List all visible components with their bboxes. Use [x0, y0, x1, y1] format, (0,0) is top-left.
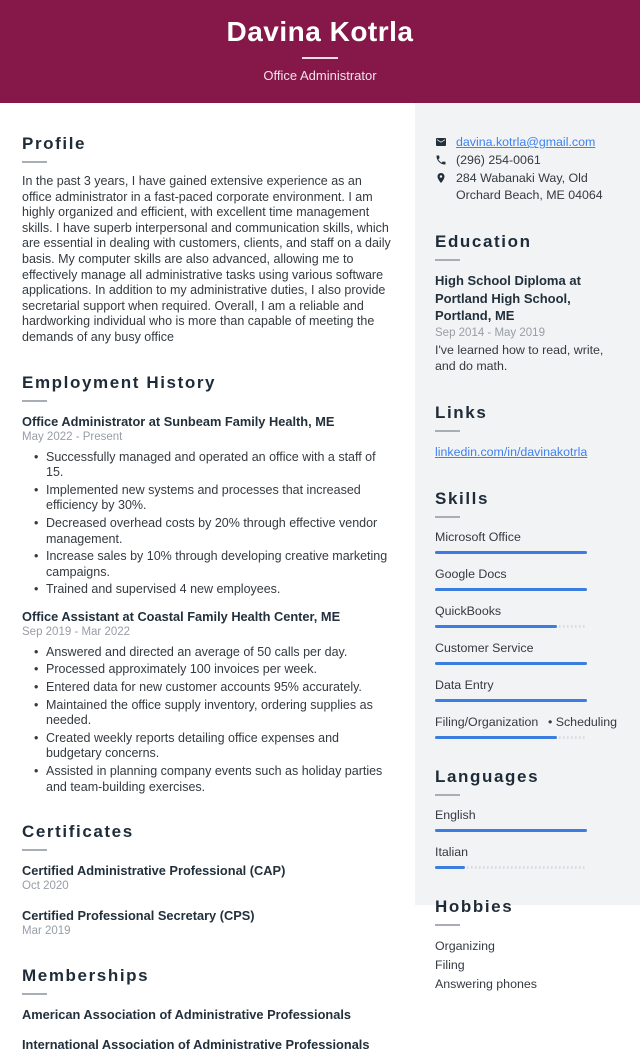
membership-entry: International Association of Administrative Professionals — [22, 1037, 370, 1053]
job-entry — [22, 413, 393, 598]
skill-row — [435, 640, 620, 665]
job-bullet: • Trained and supervised 4 new employees. — [32, 582, 393, 598]
languages-heading: Languages — [435, 766, 540, 786]
skill-bar-fill — [435, 699, 587, 702]
location-pin-icon — [435, 172, 447, 184]
skill-bar-track — [435, 736, 587, 739]
linkedin-link[interactable]: linkedin.com/in/davinakotrla — [435, 444, 588, 459]
memberships-section — [22, 965, 393, 1053]
job-bullet: • Successfully managed and operated an office with a staff of 15. — [32, 450, 393, 481]
link-list — [435, 443, 620, 461]
links-section — [435, 402, 620, 461]
certificate-title: Certified Administrative Professional (CAP) — [22, 863, 286, 879]
skill-bar-track — [435, 588, 587, 591]
sidebar-column — [415, 103, 640, 991]
hobby-entry: Answering phones — [435, 976, 537, 991]
phone-icon — [435, 154, 447, 166]
hobby-entry: Organizing — [435, 938, 495, 953]
hobbies-heading: Hobbies — [435, 896, 514, 916]
job-bullet: • Increase sales by 10% through developing creative marketing campaigns. — [32, 549, 393, 580]
education-section — [435, 231, 620, 375]
section-rule — [435, 259, 460, 261]
skill-row — [435, 714, 620, 739]
section-rule — [435, 794, 460, 796]
certificates-heading: Certificates — [22, 822, 134, 842]
skill-bar-track — [435, 699, 587, 702]
section-rule — [22, 400, 47, 402]
job-bullet: • Processed approximately 100 invoices per week. — [32, 662, 393, 678]
job-role-subtitle: Office Administrator — [263, 68, 377, 83]
language-label: Italian — [435, 844, 469, 859]
links-heading: Links — [435, 402, 488, 422]
job-bullet: • Assisted in planning company events such as holiday parties and team-building exercises. — [32, 764, 393, 795]
skill-row — [435, 529, 620, 554]
skill-label: Microsoft Office — [435, 529, 521, 544]
profile-heading: Profile — [22, 134, 87, 153]
education-description: I've learned how to read, write, and do math. — [435, 342, 604, 373]
skill-label: Filing/Organization • Scheduling — [435, 714, 618, 729]
contact-address-row — [435, 170, 620, 204]
education-degree: High School Diploma at Portland High School, Portland, ME — [435, 273, 581, 323]
employment-heading: Employment History — [22, 372, 217, 392]
section-rule — [435, 924, 460, 926]
skill-label: Customer Service — [435, 640, 534, 655]
certificate-entry — [22, 862, 393, 894]
skill-bar-fill — [435, 736, 557, 739]
link-row — [435, 443, 620, 461]
job-title: Office Assistant at Coastal Family Health Center, ME — [22, 608, 341, 624]
job-bullet: • Maintained the office supply inventory, ordering supplies as needed. — [32, 698, 393, 729]
section-rule — [22, 993, 47, 995]
job-bullet: • Created weekly reports detailing office expenses and budgetary concerns. — [32, 731, 393, 762]
hobby-list — [435, 937, 620, 994]
email-link[interactable]: davina.kotrla@gmail.com — [456, 135, 596, 149]
job-bullet: • Answered and directed an average of 50 calls per day. — [32, 645, 393, 661]
header-divider — [302, 57, 338, 59]
certificate-list — [22, 862, 393, 939]
employment-section — [22, 372, 393, 796]
job-bullet-list — [32, 450, 393, 598]
address-text: 284 Wabanaki Way, Old Orchard Beach, ME 04064 — [456, 171, 603, 202]
content-columns — [0, 103, 640, 1053]
section-rule — [22, 849, 47, 851]
certificate-date: Oct 2020 — [22, 880, 69, 893]
contact-block — [435, 134, 620, 204]
skill-label: Data Entry — [435, 677, 494, 692]
job-list — [22, 413, 393, 796]
job-dates: May 2022 - Present — [22, 430, 123, 443]
skill-list — [435, 529, 620, 739]
certificate-entry — [22, 907, 393, 939]
language-label: English — [435, 807, 476, 822]
job-title: Office Administrator at Sunbeam Family Health, ME — [22, 413, 335, 429]
certificate-title: Certified Professional Secretary (CPS) — [22, 908, 255, 924]
education-heading: Education — [435, 232, 532, 251]
skills-section — [435, 488, 620, 739]
person-name: Davina Kotrla — [226, 16, 414, 47]
skill-bar-fill — [435, 662, 587, 665]
skill-bar-track — [435, 625, 587, 628]
job-dates: Sep 2019 - Mar 2022 — [22, 625, 131, 638]
section-rule — [435, 516, 460, 518]
skill-row — [435, 677, 620, 702]
skill-bar-fill — [435, 588, 587, 591]
language-bar-track — [435, 829, 587, 832]
job-bullet: • Entered data for new customer accounts 95% accurately. — [32, 680, 393, 696]
job-bullet-list — [32, 645, 393, 795]
language-row — [435, 844, 620, 869]
skill-row — [435, 566, 620, 591]
contact-phone-row — [435, 152, 620, 169]
skill-label: QuickBooks — [435, 603, 502, 618]
skill-label: Google Docs — [435, 566, 507, 581]
language-row — [435, 807, 620, 832]
job-bullet: • Decreased overhead costs by 20% through effective vendor management. — [32, 516, 393, 547]
contact-email-row — [435, 134, 620, 151]
memberships-heading: Memberships — [22, 966, 150, 986]
section-rule — [22, 161, 47, 163]
job-bullet: • Implemented new systems and processes that increased efficiency by 30%. — [32, 483, 393, 514]
skills-heading: Skills — [435, 488, 490, 508]
skill-bar-track — [435, 662, 587, 665]
language-bar-track — [435, 866, 587, 869]
header-band — [0, 0, 640, 103]
language-bar-fill — [435, 866, 465, 869]
education-dates: Sep 2014 - May 2019 — [435, 326, 545, 339]
certificate-date: Mar 2019 — [22, 925, 71, 938]
membership-list — [22, 1006, 393, 1053]
hobbies-section — [435, 896, 620, 994]
profile-text: In the past 3 years, I have gained extensive experience as an office administrator in a fast-paced corporate environment. I am highly organized and efficient, with excellent time management skills. I have superb interpersonal and communication skills, which are essential in dealing with customers, clients, and staff on a daily basis. My computer skills are also advanced, allowing me to effectively manage all administrative tasks using various software applications. In addition to my administrative duties, I also provide secretarial support when required. Overall, I am a reliable and hardworking individual who is more than capable of meeting the demands of any busy office — [22, 174, 391, 344]
skill-bar-fill — [435, 625, 557, 628]
language-list — [435, 807, 620, 869]
phone-number: (296) 254-0061 — [456, 153, 541, 167]
job-entry — [22, 608, 393, 795]
envelope-icon — [435, 136, 447, 148]
section-rule — [435, 430, 460, 432]
languages-section — [435, 766, 620, 869]
hobby-entry: Filing — [435, 957, 465, 972]
profile-section — [22, 133, 393, 346]
skill-bar-track — [435, 551, 587, 554]
main-column — [0, 103, 415, 1053]
skill-bar-fill — [435, 551, 587, 554]
language-bar-fill — [435, 829, 587, 832]
skill-row — [435, 603, 620, 628]
certificates-section — [22, 821, 393, 939]
membership-entry: American Association of Administrative Professionals — [22, 1007, 352, 1023]
